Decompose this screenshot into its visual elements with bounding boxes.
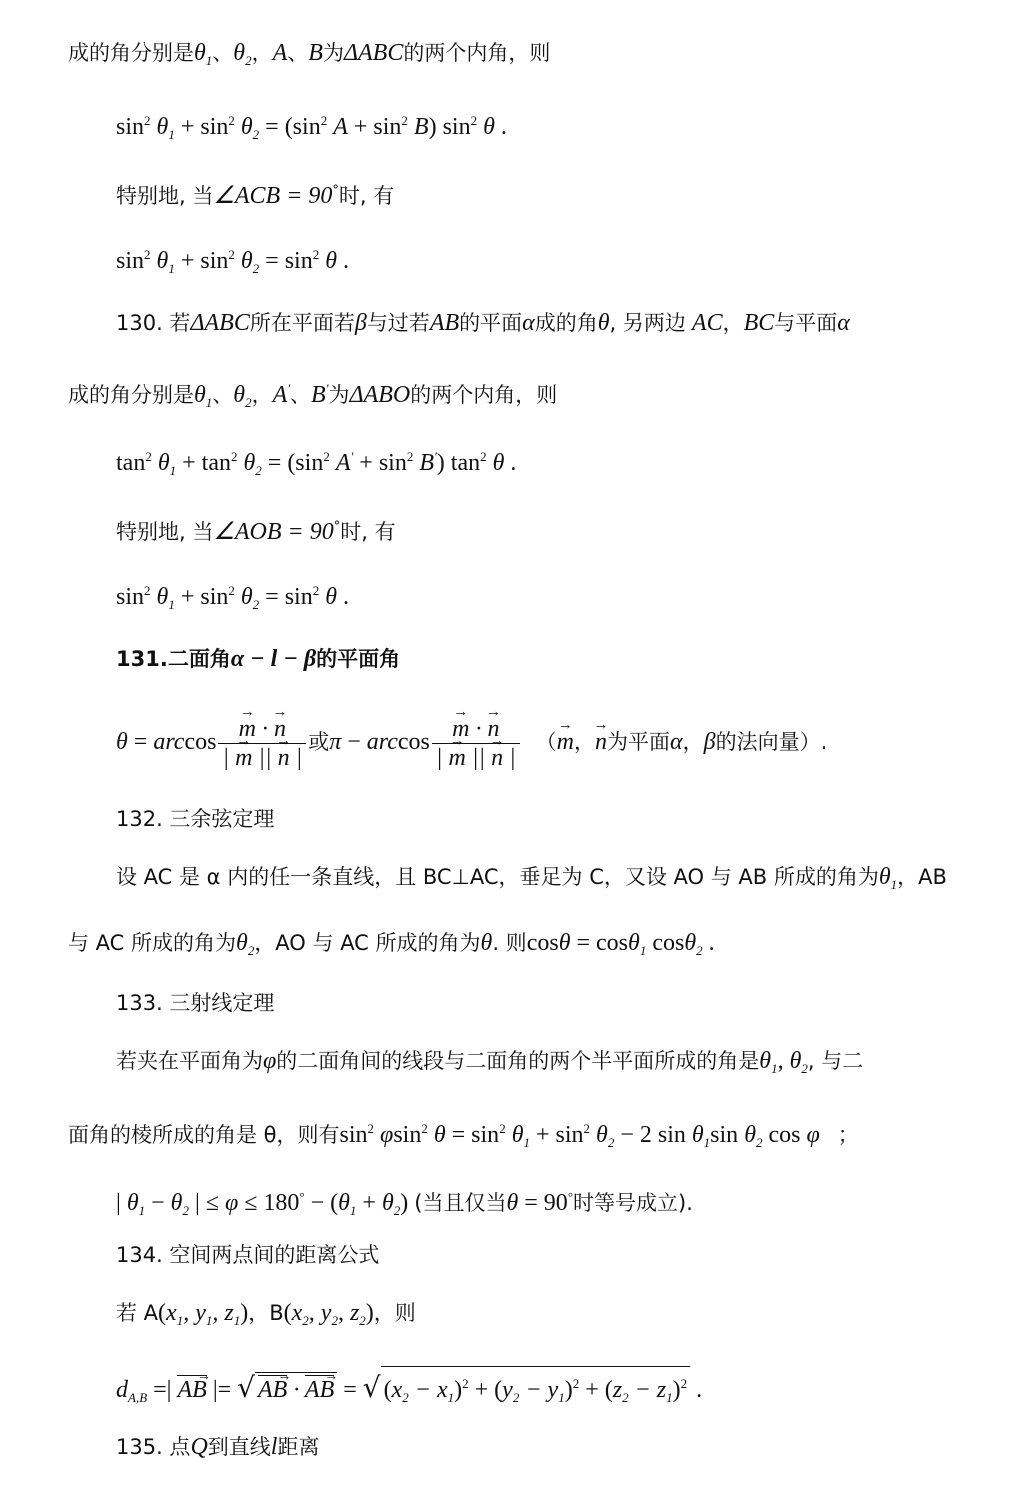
text: 130. 若 <box>116 311 191 335</box>
text: 与过若 <box>366 311 430 335</box>
text: 、 <box>212 383 234 407</box>
heading-131: 131.二面角α − l − β的平面角 <box>116 646 401 672</box>
angle-eq: ∠ACB = 90 <box>213 183 333 209</box>
formula-131: θ = arccos → $\frac{m \cdot \to n}{| \to m || \to n |}$ 或π − arccos → $\frac{m \cdot \to n}{| \to m || \to n |}$ （→ m，→ n为平面α，β的法向量）. <box>116 712 827 772</box>
text-line-132b: 与 AC 所成的角为$\theta_2$，AO 与 AC 所成的角为θ. 则cosθ = cosθ$_1$ cosθ$_2$ . <box>68 930 715 958</box>
text: ，AB <box>897 865 947 889</box>
text: 的平面 <box>459 311 523 335</box>
text: 所在平面若 <box>249 311 355 335</box>
text: 时等号成立). <box>573 1191 693 1215</box>
text: 的两个内角，则 <box>403 41 551 65</box>
text: ， <box>251 383 273 407</box>
text: 成的角分别是 <box>68 41 194 65</box>
text: ， <box>574 730 596 754</box>
text: 131.二面角 <box>116 647 231 671</box>
text: 为 <box>328 383 350 407</box>
triangle-abc: ΔABC <box>343 40 404 66</box>
text: 的法向量）. <box>715 730 828 754</box>
text: ； <box>837 1123 859 1147</box>
triangle-abo: ΔABO <box>349 382 411 408</box>
text: （ <box>535 730 557 754</box>
text: 、 <box>290 383 312 407</box>
text: 、 <box>212 41 234 65</box>
text: ，则 <box>373 1301 416 1325</box>
text: 、 <box>287 41 309 65</box>
text: 或 <box>308 730 330 754</box>
text: 到直线 <box>207 1435 271 1459</box>
text: 若 A <box>116 1301 159 1325</box>
text: 时, 有 <box>340 520 396 544</box>
heading-132 <box>116 804 274 834</box>
text: 133. 三射线定理 <box>116 991 275 1015</box>
text: 134. 空间两点间的距离公式 <box>116 1243 380 1267</box>
text: (当且仅当 <box>414 1191 507 1215</box>
text: 的二面角间的线段与二面角的两个半平面所成的角是 <box>276 1049 760 1073</box>
text: 与 AC 所成的角为 <box>68 931 237 955</box>
text: 时, 有 <box>338 184 395 208</box>
fraction: → $\frac{m \cdot \to n}{| \to m || \to n |}$ <box>432 715 520 772</box>
text-line-133b: 面角的棱所成的角是 θ，则有$\sin^2 \varphi\sin^2$ $\theta = \sin^2 \theta_1 + \sin^2 \theta_2 - 2$ $\sin \theta_1\sin$ $\theta_2$ cos φ ； <box>68 1121 859 1150</box>
text: , 另两边 <box>609 311 686 335</box>
text: 为 <box>322 41 344 65</box>
text-line-8: 特别地, 当∠AOB = 90°时, 有 <box>116 519 396 545</box>
text: 面角的棱所成的角是 θ，则有 <box>68 1123 340 1147</box>
text: 若夹在平面角为 <box>116 1049 263 1073</box>
formula-1: $\sin^2 \theta_1 + \sin^2 \theta_2 = (\sin^2$ $A + \sin^2 B$) $\sin^2 \theta$ . <box>116 113 507 142</box>
heading-134 <box>116 1240 379 1270</box>
text-line-133c: | $\theta_1 - \theta_2$ | ≤ $\varphi \le 180^\circ - (\theta_1 + \theta_2)$ (当且仅当θ = 90°时等号成立). <box>116 1189 693 1218</box>
text: 设 AC 是 α 内的任一条直线，且 BC⊥AC，垂足为 C，又设 AO 与 AB 所成的角为 <box>116 865 879 889</box>
formula-4: $\sin^2 \theta_1 + \sin^2 \theta_2 = \sin^2 \theta$ . <box>116 583 349 612</box>
text: 距离 <box>277 1435 320 1459</box>
angle-eq: ∠AOB = 90 <box>213 519 334 545</box>
heading-133 <box>116 988 274 1018</box>
text: ， <box>251 41 273 65</box>
heading-135: 135. 点Q到直线l距离 <box>116 1434 320 1460</box>
text: ，AO 与 AC 所成的角为 <box>254 931 481 955</box>
formula-134: $d_{A,B}$ =| AB → |= √ AB → · AB → = √ $(x_2 - x_1)^2 + (y_2 - y_1)^2 + (z_2 - z_1)^2$ . <box>116 1366 702 1413</box>
text: 的两个内角，则 <box>410 383 558 407</box>
text: 特别地, 当 <box>116 520 214 544</box>
fraction: → $\frac{m \cdot \to n}{| \to m || \to n |}$ <box>218 715 306 772</box>
text-line-133a: 若夹在平面角为φ的二面角间的线段与二面角的两个半平面所成的角是$\theta_1$, $\theta_2$, 与二 <box>116 1048 864 1076</box>
text-line-1: 成的角分别是$\theta_1$、$\theta_2$，A、B为ΔABC的两个内角，则 <box>68 40 551 68</box>
text: ，B <box>248 1301 284 1325</box>
text: 135. 点 <box>116 1435 191 1459</box>
text: 132. 三余弦定理 <box>116 807 275 831</box>
text: 为平面 <box>607 730 671 754</box>
text-line-134a: 若 $A(x_1$, $y_1$, $z_1$)，$B(x_2$, $y_2$, $z_2$)，则 <box>116 1300 416 1328</box>
text: 特别地, 当 <box>116 184 214 208</box>
text: , 与二 <box>807 1049 864 1073</box>
text-line-5: 130. 若ΔABC所在平面若β与过若AB的平面α成的角θ, 另两边 AC，BC与平面α <box>116 310 850 336</box>
text: ， <box>722 311 744 335</box>
formula-2: $\sin^2 \theta_1 + \sin^2 \theta_2 = \sin^2 \theta$ . <box>116 247 349 276</box>
text: . 则 <box>492 931 527 955</box>
formula-3: $\tan^2 \theta_1 + \tan^2 \theta_2 = (\sin^2$ $A' + \sin^2 B'$) $\tan^2 \theta$ . <box>116 449 517 478</box>
text: ， <box>682 730 704 754</box>
text-line-3: 特别地, 当∠ACB = 90°时, 有 <box>116 183 395 209</box>
text: 成的角分别是 <box>68 383 194 407</box>
text: 与平面 <box>774 311 838 335</box>
text-line-132a: 设 AC 是 α 内的任一条直线，且 BC⊥AC，垂足为 C，又设 AO 与 AB 所成的角为$\theta_1$，AB <box>116 864 947 892</box>
text: 成的角 <box>534 311 598 335</box>
text: 的平面角 <box>316 647 401 671</box>
text-line-6: 成的角分别是$\theta_1$、$\theta_2$，A'、B'为ΔABO的两个内角，则 <box>68 381 558 410</box>
